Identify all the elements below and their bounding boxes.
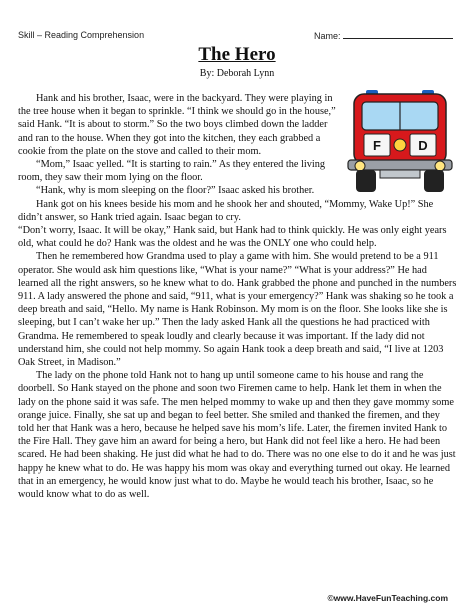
story-paragraph: The lady on the phone told Hank not to hang up until someone came to his house and rang the doorbell. So Hank stayed on the phone and soon two Firemen came to help. Hank let them in when the lady on the phone said it was safe. The men helped mommy to wake up and then they gave mommy some orange juice. Finally, she sat up and began to feel better. She smiled and thanked the firemen, and they told her that Hank was a hero, because he helped save his mom’s life. Later, the firemen invited Hank to the Fire Hall. They gave him an award for being a hero, but Hank did not feel like a hero. He had been scared. He had been shaking. He just did what he had to do. There was no one else to do it and he was just happy he knew what to do. He was happy his mom was okay and everything turned out okay. He learned that in an emergency, he would know just what to do. Maybe he would teach his brother, Isaac, so he would know what to do as well. [18,370,456,501]
story-paragraph: “Don’t worry, Isaac. It will be okay,” Hank said, but Hank had to think quickly. He was only eight years old, what could he do? Hank was the oldest and he was the ONLY one who could help. [18,225,447,250]
name-blank-line[interactable] [343,30,453,39]
story-byline: By: Deborah Lynn [199,68,275,79]
name-label: Name: [314,31,341,41]
door-letter-d: D [418,138,428,153]
story-paragraph: Hank got on his knees beside his mom and he shook her and shouted, “Mommy, Wake Up!” She didn’t answer, so Hank tried again. Isaac began to cry. [18,198,434,223]
story-paragraph: Hank and his brother, Isaac, were in the backyard. They were playing in the tree house when it began to sprinkle. “I think we should go in the house,” said Hank. “It is about to storm.” So the two boys climbed down the ladder and ran to the house. When they got into the kitchen, they each grabbed a cookie from the plate on the stove and called to their mom. [18,93,336,157]
name-field[interactable] [314,30,453,41]
story-paragraph: “Hank, why is mom sleeping on the floor?” Isaac asked his brother. [36,185,315,197]
story-paragraph: Then he remembered how Grandma used to play a game with him. She would pretend to be a 911 operator. She would ask him questions like, “What is your name?” “What is your address?” He had learned all the right answers, so he knew what to do. Hank grabbed the phone and punched in the numbers 911. A lady answered the phone and said, “911, what is your emergency?” Hank was shaking so he took a deep breath and said, “Hello. My name is Hank Robinson. My mom is on the floor. She looks like she is sleeping, but I can’t wake her up.” Then the lady asked Hank all the questions he had practiced with Grandma. He remembered to speak loudly and clearly because it was important. If the lady did not understand him, she could not help mommy. So again Hank took a deep breath and said, “I live at 1203 Oak Street, in Madison.” [18,251,457,369]
footer-website: ©www.HaveFunTeaching.com [327,593,448,603]
skill-label: Skill – Reading Comprehension [18,30,145,40]
story-paragraph: “Mom,” Isaac yelled. “It is starting to rain.” As they entered the living room, they saw their mom lying on the floor. [18,159,326,184]
story-title: The Hero [198,44,276,65]
story-text [18,92,458,501]
door-letter-f: F [373,138,381,153]
